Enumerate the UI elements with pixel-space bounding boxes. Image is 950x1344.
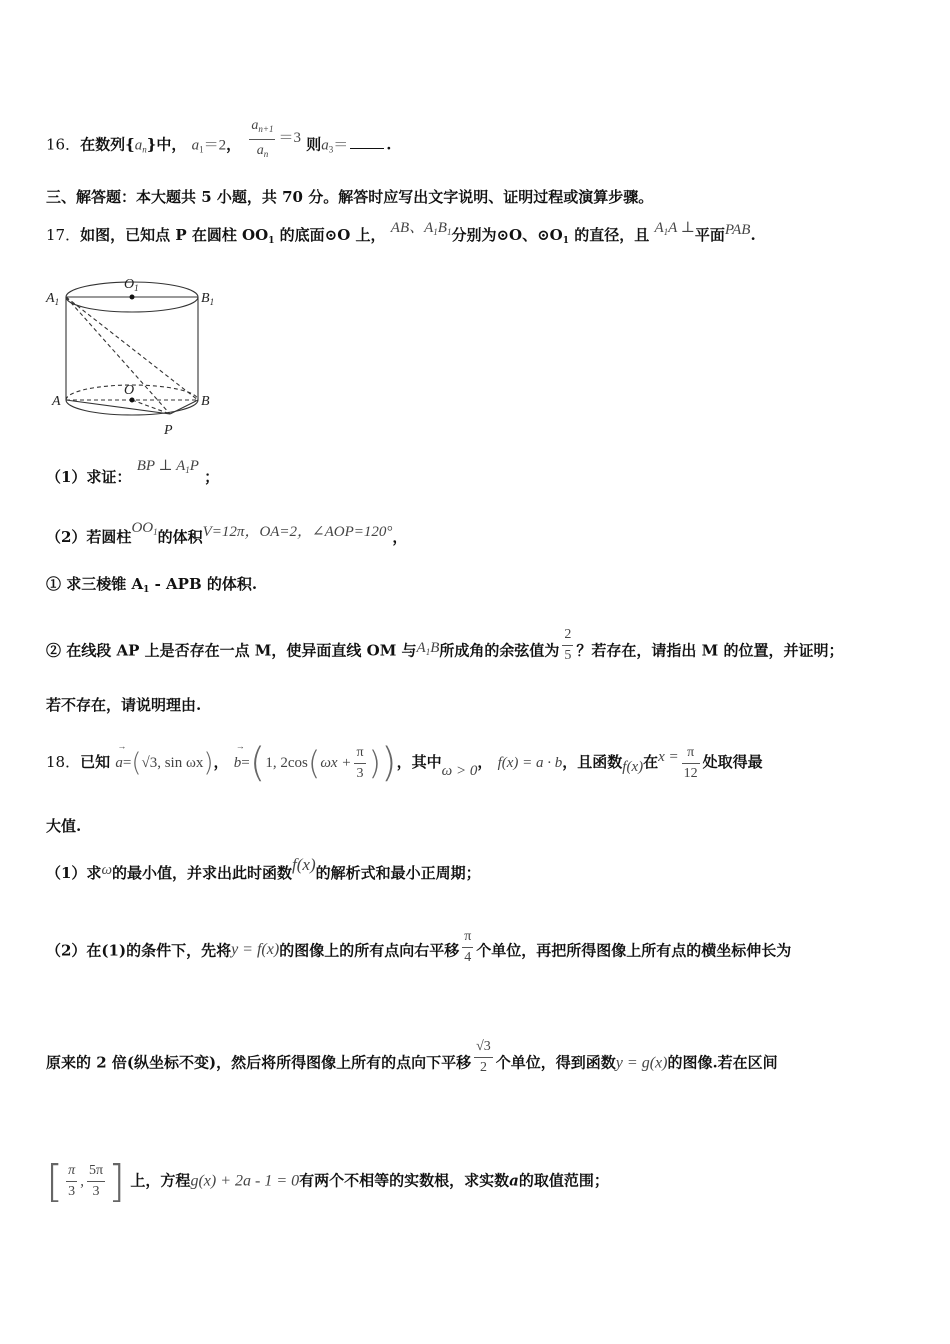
label-A1: $A_1$: [46, 291, 60, 307]
q17-part2-sub1: [46, 573, 257, 595]
q16-eq3: ＝3: [278, 129, 301, 146]
q17-part1-math-a: BP ⊥ A: [136, 458, 186, 474]
segment-P-B: [170, 400, 198, 414]
q17-sub-3: 1: [562, 236, 569, 246]
q17-part2-end: ，: [392, 528, 408, 546]
q18-f-definition: f(x) = a · b: [497, 755, 563, 771]
q17-part1-end: ；: [204, 468, 220, 486]
q18-paren-b-close: ): [381, 740, 397, 786]
q17-part2-sub2: [46, 627, 844, 671]
q17-part2-sub2-text-2: 所成角的余弦值为: [439, 641, 560, 660]
q18-paren-cos-open: (: [307, 744, 321, 782]
label-B: B: [201, 394, 210, 409]
q16-a3: a: [321, 137, 329, 154]
q17-part2-sub1-text-2: - APB 的体积.: [149, 575, 258, 593]
q16-eq: ＝: [333, 137, 349, 154]
q18-x-fraction: [682, 744, 700, 783]
q17-part1-math-b: P: [189, 458, 199, 474]
q18-text-3: ，且函数: [562, 753, 623, 771]
q18-part2-line3: [46, 1156, 609, 1207]
q18-interval-frac-2-num: 5π: [87, 1162, 105, 1182]
q18-vec-a-value: √3, sin ωx: [141, 755, 204, 771]
q18-interval-frac-1-num: π: [66, 1162, 77, 1182]
q16-seq-a: a: [134, 137, 143, 154]
q17-part2-oo1-a: OO: [131, 520, 154, 536]
q16-a1: a: [191, 137, 200, 154]
q18-part2-line2-text-3: 的图像.若在区间: [667, 1053, 778, 1072]
q17-part2-sub2-a1b: [417, 640, 440, 656]
q18-interval-comma: ,: [80, 1173, 84, 1190]
q17-part2-sub2-cont: 若不存在，请说明理由.: [46, 696, 202, 714]
q18-part2-y-eq: y = f(x): [231, 940, 280, 958]
q16-comma: ，: [226, 135, 242, 154]
q18-b-fraction: [354, 744, 365, 783]
q18-part1-text-2: 的最小值，并求出此时函数: [112, 864, 293, 882]
label-O1: $O_1$: [124, 277, 139, 293]
q18-number: 18．: [46, 753, 81, 771]
q18-shift-frac-den: 4: [464, 950, 472, 965]
q17-text-4: 的直径，且: [569, 226, 650, 244]
q17-part2-oo1-sub: 1: [153, 527, 158, 537]
q18-down-frac-num: √3: [474, 1038, 493, 1058]
q16-end: .: [386, 135, 392, 154]
q18-vec-b-value-2: ωx +: [320, 755, 352, 771]
q18-vec-b-value-1: 1, 2cos: [265, 755, 308, 771]
label-A: A: [52, 394, 61, 409]
q18-eq1: =: [122, 755, 132, 771]
q18-part1: [46, 855, 481, 883]
label-P: P: [164, 423, 173, 438]
q18-x-frac-den: 12: [683, 765, 698, 781]
q18-part2-text-1: （2）在(1)的条件下，先将: [46, 941, 232, 960]
q18-part2-text-3: 个单位，再把所得图像上所有点的横坐标伸长为: [476, 941, 792, 960]
q18-part2-line3-text-2: 有两个不相等的实数根，求实数: [299, 1171, 510, 1190]
label-O: O: [124, 383, 135, 398]
point-O: [130, 398, 135, 403]
q16-ratio-num: a: [251, 118, 259, 133]
q17-text-5: 平面: [694, 226, 725, 244]
q17-math-1b: B: [437, 220, 447, 236]
q18-part2-line2-text-2: 个单位，得到函数: [495, 1053, 616, 1072]
q18-var-a: a: [509, 1171, 519, 1190]
q16-ratio-num-sub: n+1: [258, 124, 274, 134]
q17-math-2: A: [654, 220, 664, 236]
q18-shift-fraction: [462, 928, 473, 967]
q18-part2-line3-text-3: 的取值范围；: [518, 1171, 609, 1190]
q18-b-frac-num: π: [354, 744, 365, 764]
q16-a3-sub: 3: [328, 144, 334, 155]
q18-part1-text-1: （1）求: [46, 864, 102, 882]
q18-comma-1: ，: [213, 753, 229, 771]
q17-math-perp: [654, 220, 694, 236]
q17-line: [46, 220, 756, 246]
q18-part1-omega: ω: [101, 862, 113, 878]
q17-part2-text-2: 的体积: [157, 528, 203, 546]
q18-eq2: =: [241, 755, 250, 771]
q18-equation: g(x) + 2a - 1 = 0: [190, 1172, 300, 1190]
q16-text-1: 在数列{: [80, 135, 135, 154]
q18-vec-a-letter: a: [115, 755, 123, 771]
q17-part2-sub2-a1b-a: A: [416, 639, 426, 656]
q17-part2-sub2-text-3: ？若存在，请指出 M 的位置，并证明；: [576, 641, 844, 660]
q17-number: 17．: [46, 226, 81, 244]
q18-interval-frac-1-den: 3: [68, 1184, 76, 1199]
q18-text-4: 在: [643, 753, 659, 771]
q18-vec-b: → b: [233, 741, 245, 771]
q16-seq-n: n: [142, 144, 147, 155]
point-O1: [130, 295, 135, 300]
q18-part1-text-3: 的解析式和最小正周期；: [315, 864, 481, 882]
q18-interval-frac-1: [66, 1162, 77, 1201]
q17-math-diameters: [391, 220, 452, 236]
q18-line-cont: 大值.: [46, 817, 82, 835]
segment-A-P: [66, 400, 170, 414]
q16-text-2: }中，: [146, 135, 187, 154]
q18-x-eq: x =: [658, 749, 679, 765]
q17-text-3: 分别为⊙O、⊙O: [451, 226, 563, 244]
section-3-heading: 三、解答题：本大题共 5 小题，共 70 分。解答时应写出文字说明、证明过程或演算步骤。: [46, 188, 654, 206]
q17-end: .: [750, 226, 756, 244]
q18-paren-b-open: (: [249, 740, 266, 786]
q18-part2-text-2: 的图像上的所有点向右平移: [279, 941, 460, 960]
q16-ratio: [249, 116, 275, 163]
q18-text-1: 已知: [80, 753, 111, 771]
q16-ratio-den-sub: n: [263, 149, 269, 159]
cylinder-figure: [44, 272, 234, 442]
q18-text-2: ，其中: [396, 753, 442, 771]
label-B1: $B_1$: [201, 291, 215, 307]
q18-paren-cos-close: ): [368, 744, 381, 782]
q18-comma-2: ，: [477, 753, 493, 771]
q18-interval-frac-2: [87, 1162, 105, 1201]
q16-a1-sub: 1: [199, 144, 204, 155]
q18-interval-close: ]: [108, 1156, 126, 1207]
q18-part2-line3-text-1: 上，方程: [130, 1171, 191, 1190]
q17-part1: [46, 458, 220, 487]
q17-text-2: 的底面⊙O 上，: [274, 226, 386, 244]
q18-x-frac-num: π: [682, 744, 700, 764]
q17-math-plane: PAB: [724, 222, 751, 238]
q17-part1-text: （1）求证：: [46, 468, 132, 486]
q18-vec-b-letter: b: [233, 755, 242, 771]
q18-down-fraction: [474, 1038, 493, 1077]
q17-part2-sub2-text-1: ② 在线段 AP 上是否存在一点 M，使异面直线 OM 与: [46, 641, 417, 660]
q18-shift-frac-num: π: [462, 928, 473, 948]
q17-part1-math-sub: 1: [185, 465, 190, 475]
q18-line: [46, 740, 763, 786]
q18-part1-f: f(x): [292, 855, 316, 874]
q17-part2-sub2-a1b-b: B: [430, 639, 440, 656]
q18-text-5: 处取得最: [702, 753, 763, 771]
q16-eq2: ＝2: [203, 137, 227, 154]
q17-text-1: 如图，已知点 P 在圆柱 OO: [80, 226, 269, 244]
q17-part2-sub1-sub: 1: [143, 585, 150, 595]
q17-part1-math: [137, 458, 199, 474]
q18-paren-a-close: ): [203, 748, 214, 778]
q17-cos-frac-num: 2: [562, 626, 573, 646]
q16-ratio-den: a: [256, 143, 264, 158]
q17-part2-conditions: V=12π，OA=2，∠AOP=120°: [202, 524, 393, 540]
q18-interval-open: [: [46, 1156, 64, 1207]
q17-math-2b: A ⊥: [668, 220, 695, 236]
q17-part2-oo1: [131, 520, 157, 536]
q17-math-1-sub2: 1: [446, 227, 452, 237]
q17-part2-sub1-text-1: ① 求三棱锥 A: [46, 575, 144, 593]
q18-down-frac-den: 2: [479, 1060, 487, 1075]
q18-vec-a: → a: [115, 741, 127, 771]
q17-math-1: AB、A: [390, 220, 434, 236]
q16-line: [46, 118, 392, 169]
q16-text-3: 则: [306, 135, 322, 154]
q18-interval-frac-2-den: 3: [92, 1184, 100, 1199]
q17-part2-sub2-a1b-sub: 1: [425, 646, 431, 657]
q18-part2-line2-text-1: 原来的 2 倍(纵坐标不变)，然后将所得图像上所有的点向下平移: [46, 1053, 472, 1072]
q17-part2: [46, 520, 408, 547]
q18-part2-line2-g: y = g(x): [615, 1054, 668, 1072]
q17-math-2-sub: 1: [663, 227, 669, 237]
q17-cos-frac-den: 5: [564, 648, 572, 663]
q18-f: f(x): [622, 759, 644, 775]
q16-answer-blank: [350, 148, 384, 149]
q18-omega-condition: ω > 0: [441, 763, 478, 779]
q18-part2: [46, 929, 792, 971]
q16-number: 16．: [46, 135, 81, 154]
q17-part2-text-1: （2）若圆柱: [46, 528, 132, 546]
q17-cos-fraction: [562, 626, 573, 665]
q18-b-frac-den: 3: [356, 765, 364, 781]
segment-A1-P: [66, 297, 170, 414]
q17-sub-1: 1: [268, 236, 275, 246]
q17-math-1-sub: 1: [433, 227, 438, 237]
q18-paren-a-open: (: [131, 748, 142, 778]
q18-part2-line2: [46, 1039, 778, 1083]
